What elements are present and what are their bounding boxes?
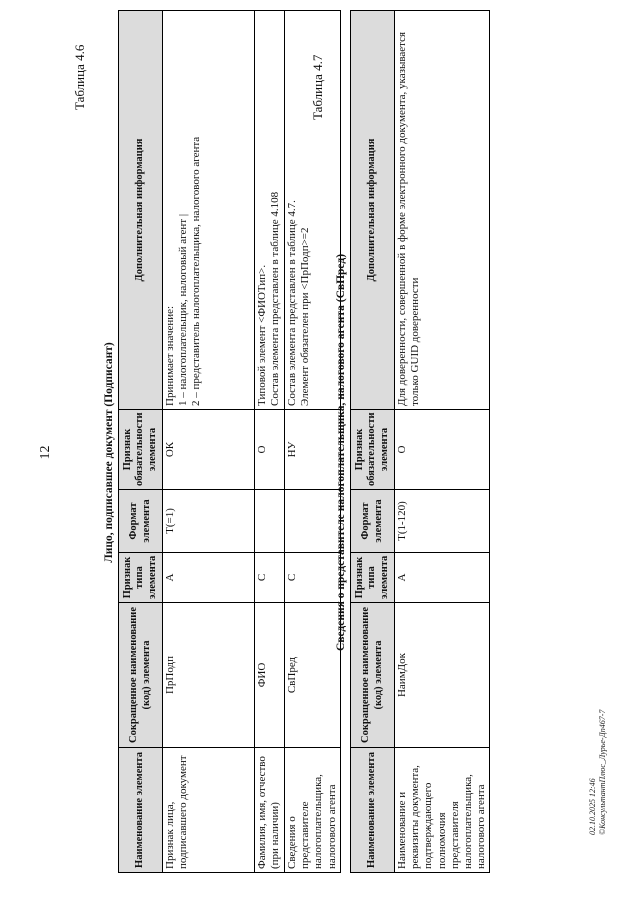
stamp-source: ©КонсультантПлюс_Лурье-Дп467-7	[597, 709, 607, 835]
table-4-7	[350, 10, 490, 873]
header-cell: Формат элемента	[119, 490, 163, 553]
element-required: О	[255, 410, 285, 490]
header-cell: Дополнительная информация	[351, 11, 395, 410]
header-cell: Наименование элемента	[351, 748, 395, 873]
table-row	[285, 11, 341, 873]
element-info	[395, 11, 490, 410]
element-format: Т(=1)	[163, 490, 255, 553]
element-code: НаимДок	[395, 603, 490, 748]
info-line: Состав элемента представлен в таблице 4.108	[269, 191, 282, 406]
element-name: Наименование и реквизиты документа, подтверждающего полномочия представителя налогоплательщика, налогового агента	[395, 748, 490, 873]
stamp-date: 02.10.2025 12:46	[588, 778, 597, 835]
element-format	[285, 490, 341, 553]
table-4-7-header-row	[351, 11, 395, 873]
element-format	[255, 490, 285, 553]
table-4-7-title: Сведения о представителе налогоплательщика, налогового агента (СвПред)	[335, 253, 347, 652]
element-name: Сведения о представителе налогоплательщика, налогового агента	[285, 748, 341, 873]
element-type: С	[255, 553, 285, 603]
info-line: Элемент обязателен при <ПрПодп>=2	[299, 227, 312, 406]
element-required: ОК	[163, 410, 255, 490]
info-line: Типовой элемент <ФИОТип>.	[256, 264, 268, 406]
element-code: ФИО	[255, 603, 285, 748]
table-4-6-title: Лицо, подписавшее документ (Подписант)	[103, 342, 115, 563]
header-cell: Признак обязательности элемента	[351, 410, 395, 490]
header-cell: Наименование элемента	[119, 748, 163, 873]
element-required: НУ	[285, 410, 341, 490]
header-cell: Признак обязательности элемента	[119, 410, 163, 490]
element-code: ПрПодп	[163, 603, 255, 748]
info-line: Для доверенности, совершенной в форме электронного документа, указывается только GUID доверенности	[396, 31, 422, 406]
header-cell: Сокращенное наименование (код) элемента	[119, 603, 163, 748]
element-info	[163, 11, 255, 410]
table-4-6-label: Таблица 4.6	[72, 44, 87, 110]
header-cell: Сокращенное наименование (код) элемента	[351, 603, 395, 748]
info-line: 1 – налогоплательщик, налоговый агент |	[177, 213, 190, 406]
element-format: Т(1-120)	[395, 490, 490, 553]
element-required: О	[395, 410, 490, 490]
footer-stamp	[588, 710, 607, 835]
table-row	[255, 11, 285, 873]
info-line: 2 – представитель налогоплательщика, налогового агента	[190, 136, 203, 406]
table-row	[163, 11, 255, 873]
element-code: СвПред	[285, 603, 341, 748]
element-info	[255, 11, 285, 410]
element-name: Фамилия, имя, отчество (при наличии)	[255, 748, 285, 873]
info-line: Принимает значение:	[164, 305, 176, 406]
header-cell: Формат элемента	[351, 490, 395, 553]
table-4-6	[118, 10, 341, 873]
table-row	[395, 11, 490, 873]
info-line: Состав элемента представлен в таблице 4.7.	[286, 200, 298, 406]
element-type: А	[163, 553, 255, 603]
table-4-6-header-row	[119, 11, 163, 873]
header-cell: Признак типа элемента	[351, 553, 395, 603]
element-type: С	[285, 553, 341, 603]
header-cell: Признак типа элемента	[119, 553, 163, 603]
table-4-7-label: Таблица 4.7	[310, 54, 325, 120]
element-name: Признак лица, подписавшего документ	[163, 748, 255, 873]
header-cell: Дополнительная информация	[119, 11, 163, 410]
page-number: 12	[38, 445, 53, 460]
element-type: А	[395, 553, 490, 603]
